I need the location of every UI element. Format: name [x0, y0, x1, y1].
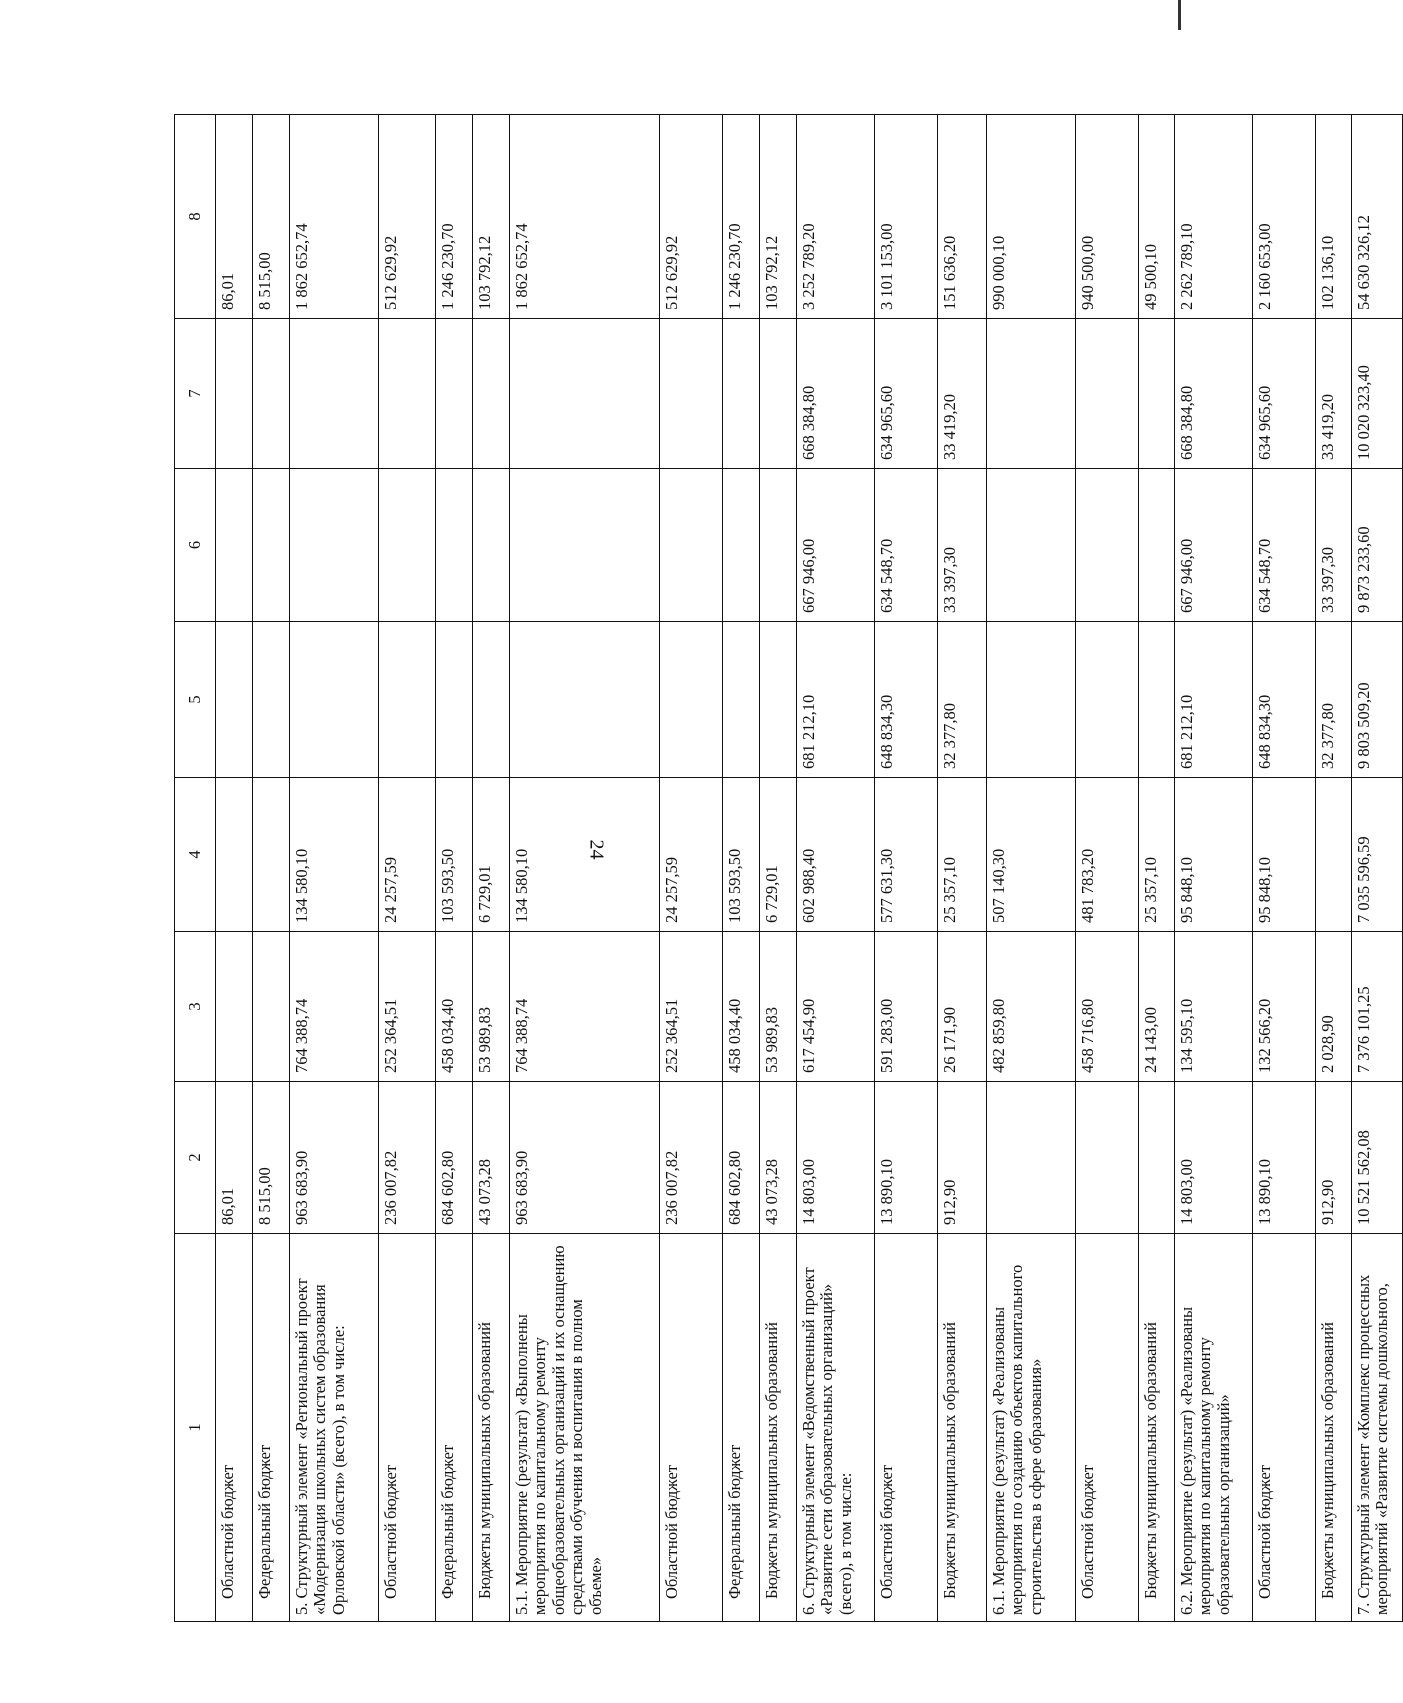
- cell-col5: 648 834,30: [875, 622, 938, 778]
- cell-col6: [216, 469, 253, 622]
- cell-col8: 3 101 153,00: [875, 115, 938, 319]
- cell-col5: [216, 622, 253, 778]
- cell-col3: 134 595,10: [1175, 932, 1253, 1082]
- cell-col3: 617 454,90: [797, 932, 875, 1082]
- cell-col5: [253, 622, 290, 778]
- cell-col2: 43 073,28: [473, 1082, 510, 1234]
- cell-col5: [1139, 622, 1175, 778]
- cell-col2: 963 683,90: [290, 1082, 379, 1234]
- cell-col4: 103 593,50: [436, 778, 473, 932]
- header-row: [175, 115, 216, 1622]
- row-label: 7. Структурный элемент «Комплекс процессных мероприятий «Развитие системы дошкольного,: [1352, 1234, 1403, 1622]
- cell-col5: 32 377,80: [938, 622, 987, 778]
- cell-col8: 103 792,12: [760, 115, 797, 319]
- cell-col6: 33 397,30: [1316, 469, 1352, 622]
- cell-col8: 3 252 789,20: [797, 115, 875, 319]
- cell-col3: 2 028,90: [1316, 932, 1352, 1082]
- cell-col2: 912,90: [1316, 1082, 1352, 1234]
- cell-col7: [216, 319, 253, 469]
- cell-col7: [987, 319, 1076, 469]
- cell-col7: [253, 319, 290, 469]
- row-label: Федеральный бюджет: [436, 1234, 473, 1622]
- row-label: Областной бюджет: [216, 1234, 253, 1622]
- cell-col6: [1139, 469, 1175, 622]
- cell-col5: [290, 622, 379, 778]
- table-row: [473, 115, 510, 1622]
- row-label: Областной бюджет: [660, 1234, 723, 1622]
- page-number: 24: [585, 839, 608, 860]
- row-label: Бюджеты муниципальных образований: [938, 1234, 987, 1622]
- cell-col4: 25 357,10: [938, 778, 987, 932]
- cell-col5: [379, 622, 436, 778]
- table-row: [290, 115, 379, 1622]
- cell-col6: [510, 469, 660, 622]
- cell-col6: 634 548,70: [875, 469, 938, 622]
- cell-col7: [1076, 319, 1139, 469]
- cell-col4: 134 580,10: [510, 778, 660, 932]
- cell-col8: 1 862 652,74: [510, 115, 660, 319]
- cell-col5: [760, 622, 797, 778]
- cell-col3: [253, 932, 290, 1082]
- cell-col4: 6 729,01: [473, 778, 510, 932]
- cell-col7: 634 965,60: [875, 319, 938, 469]
- cell-col8: 54 630 326,12: [1352, 115, 1403, 319]
- rotated-table-container: [174, 115, 1392, 1622]
- column-header-6: 6: [175, 469, 216, 622]
- column-header-8: 8: [175, 115, 216, 319]
- cell-col6: [660, 469, 723, 622]
- cell-col2: 14 803,00: [1175, 1082, 1253, 1234]
- row-label: Федеральный бюджет: [723, 1234, 760, 1622]
- cell-col5: [436, 622, 473, 778]
- cell-col6: [436, 469, 473, 622]
- table-row: [510, 115, 660, 1622]
- cell-col4: 6 729,01: [760, 778, 797, 932]
- cell-col4: 95 848,10: [1175, 778, 1253, 932]
- cell-col6: [253, 469, 290, 622]
- cell-col2: 13 890,10: [875, 1082, 938, 1234]
- cell-col8: 8 515,00: [253, 115, 290, 319]
- column-header-2: 2: [175, 1082, 216, 1234]
- cell-col3: 7 376 101,25: [1352, 932, 1403, 1082]
- cell-col7: [473, 319, 510, 469]
- cell-col8: 940 500,00: [1076, 115, 1139, 319]
- cell-col7: 668 384,80: [1175, 319, 1253, 469]
- cell-col2: 13 890,10: [1253, 1082, 1316, 1234]
- cell-col7: [723, 319, 760, 469]
- cell-col3: 24 143,00: [1139, 932, 1175, 1082]
- cell-col4: 103 593,50: [723, 778, 760, 932]
- cell-col5: 32 377,80: [1316, 622, 1352, 778]
- cell-col8: 103 792,12: [473, 115, 510, 319]
- row-label: 6.2. Мероприятие (результат) «Реализованы мероприятия по капитальному ремонту образовательных организаций»: [1175, 1234, 1253, 1622]
- cell-col3: 252 364,51: [379, 932, 436, 1082]
- cell-col6: 33 397,30: [938, 469, 987, 622]
- cell-col7: [290, 319, 379, 469]
- cell-col8: 49 500,10: [1139, 115, 1175, 319]
- cell-col4: 25 357,10: [1139, 778, 1175, 932]
- cell-col4: 134 580,10: [290, 778, 379, 932]
- cell-col4: 577 631,30: [875, 778, 938, 932]
- cell-col2: 684 602,80: [436, 1082, 473, 1234]
- cell-col8: 2 160 653,00: [1253, 115, 1316, 319]
- cell-col8: 86,01: [216, 115, 253, 319]
- cell-col2: 43 073,28: [760, 1082, 797, 1234]
- cell-col7: [1139, 319, 1175, 469]
- cell-col2: [1076, 1082, 1139, 1234]
- cell-col4: [216, 778, 253, 932]
- cell-col5: [987, 622, 1076, 778]
- row-label: Федеральный бюджет: [253, 1234, 290, 1622]
- cell-col8: 1 246 230,70: [436, 115, 473, 319]
- cell-col2: 236 007,82: [660, 1082, 723, 1234]
- cell-col3: [216, 932, 253, 1082]
- cell-col5: 681 212,10: [797, 622, 875, 778]
- row-label: Областной бюджет: [875, 1234, 938, 1622]
- cell-col5: 681 212,10: [1175, 622, 1253, 778]
- budget-table: [174, 114, 1403, 1622]
- column-header-4: 4: [175, 778, 216, 932]
- cell-col3: 591 283,00: [875, 932, 938, 1082]
- row-label: 6.1. Мероприятие (результат) «Реализованы мероприятия по созданию объектов капитального строительства в сфере образования»: [987, 1234, 1076, 1622]
- cell-col6: [760, 469, 797, 622]
- row-label: 6. Структурный элемент «Ведомственный проект «Развитие сети образовательных организаций» (всего), в том числе:: [797, 1234, 875, 1622]
- table-row: [1352, 115, 1403, 1622]
- cell-col2: [1139, 1082, 1175, 1234]
- table-row: [1076, 115, 1139, 1622]
- cell-col5: [1076, 622, 1139, 778]
- column-header-3: 3: [175, 932, 216, 1082]
- table-row: [723, 115, 760, 1622]
- row-label: Бюджеты муниципальных образований: [1316, 1234, 1352, 1622]
- row-label: Областной бюджет: [379, 1234, 436, 1622]
- cell-col3: 26 171,90: [938, 932, 987, 1082]
- row-label: 5.1. Мероприятие (результат) «Выполнены мероприятия по капитальному ремонту общеобразовательных организаций и их оснащению средствами обучения и воспитания в полном объеме»: [510, 1234, 660, 1622]
- cell-col3: 53 989,83: [760, 932, 797, 1082]
- cell-col6: [290, 469, 379, 622]
- cell-col5: [660, 622, 723, 778]
- cell-col8: 990 000,10: [987, 115, 1076, 319]
- cell-col3: 458 716,80: [1076, 932, 1139, 1082]
- row-label: Бюджеты муниципальных образований: [760, 1234, 797, 1622]
- cell-col2: 86,01: [216, 1082, 253, 1234]
- cell-col6: [1076, 469, 1139, 622]
- cell-col6: 667 946,00: [1175, 469, 1253, 622]
- table-row: [1316, 115, 1352, 1622]
- cell-col6: [379, 469, 436, 622]
- cell-col4: 7 035 596,59: [1352, 778, 1403, 932]
- cell-col7: [760, 319, 797, 469]
- cell-col7: [510, 319, 660, 469]
- cell-col3: 53 989,83: [473, 932, 510, 1082]
- row-label: Бюджеты муниципальных образований: [1139, 1234, 1175, 1622]
- cell-col5: [473, 622, 510, 778]
- table-row: [1175, 115, 1253, 1622]
- cell-col7: 33 419,20: [1316, 319, 1352, 469]
- row-label: Бюджеты муниципальных образований: [473, 1234, 510, 1622]
- cell-col8: 151 636,20: [938, 115, 987, 319]
- table-row: [760, 115, 797, 1622]
- cell-col2: 963 683,90: [510, 1082, 660, 1234]
- cell-col2: 14 803,00: [797, 1082, 875, 1234]
- table-row: [938, 115, 987, 1622]
- column-header-1: 1: [175, 1234, 216, 1622]
- cell-col5: [723, 622, 760, 778]
- cell-col6: [987, 469, 1076, 622]
- row-label: Областной бюджет: [1076, 1234, 1139, 1622]
- cell-col7: [436, 319, 473, 469]
- table-row: [379, 115, 436, 1622]
- page-edge-mark: [1178, 0, 1181, 30]
- cell-col3: 458 034,40: [436, 932, 473, 1082]
- cell-col8: 1 862 652,74: [290, 115, 379, 319]
- table-row: [253, 115, 290, 1622]
- cell-col4: [1316, 778, 1352, 932]
- cell-col6: 634 548,70: [1253, 469, 1316, 622]
- cell-col8: 102 136,10: [1316, 115, 1352, 319]
- table-row: [436, 115, 473, 1622]
- cell-col6: [723, 469, 760, 622]
- cell-col7: 10 020 323,40: [1352, 319, 1403, 469]
- cell-col5: 648 834,30: [1253, 622, 1316, 778]
- cell-col2: [987, 1082, 1076, 1234]
- cell-col8: 2 262 789,10: [1175, 115, 1253, 319]
- table-row: [1253, 115, 1316, 1622]
- cell-col7: 634 965,60: [1253, 319, 1316, 469]
- cell-col8: 512 629,92: [379, 115, 436, 319]
- cell-col4: 24 257,59: [379, 778, 436, 932]
- cell-col4: [253, 778, 290, 932]
- cell-col2: 912,90: [938, 1082, 987, 1234]
- cell-col3: 764 388,74: [510, 932, 660, 1082]
- cell-col4: 24 257,59: [660, 778, 723, 932]
- table-row: [797, 115, 875, 1622]
- cell-col6: 667 946,00: [797, 469, 875, 622]
- cell-col7: 33 419,20: [938, 319, 987, 469]
- cell-col3: 482 859,80: [987, 932, 1076, 1082]
- table-row: [660, 115, 723, 1622]
- table-row: [875, 115, 938, 1622]
- column-header-7: 7: [175, 319, 216, 469]
- cell-col3: 458 034,40: [723, 932, 760, 1082]
- cell-col5: [510, 622, 660, 778]
- row-label: 5. Структурный элемент «Региональный проект «Модернизация школьных систем образования Орловской области» (всего), в том числе:: [290, 1234, 379, 1622]
- table-row: [1139, 115, 1175, 1622]
- cell-col5: 9 803 509,20: [1352, 622, 1403, 778]
- table-row: [216, 115, 253, 1622]
- cell-col7: [379, 319, 436, 469]
- row-label: Областной бюджет: [1253, 1234, 1316, 1622]
- cell-col7: 668 384,80: [797, 319, 875, 469]
- cell-col8: 512 629,92: [660, 115, 723, 319]
- cell-col4: 95 848,10: [1253, 778, 1316, 932]
- cell-col3: 252 364,51: [660, 932, 723, 1082]
- cell-col3: 764 388,74: [290, 932, 379, 1082]
- cell-col2: 8 515,00: [253, 1082, 290, 1234]
- cell-col6: 9 873 233,60: [1352, 469, 1403, 622]
- table-row: [987, 115, 1076, 1622]
- cell-col2: 10 521 562,08: [1352, 1082, 1403, 1234]
- cell-col4: 507 140,30: [987, 778, 1076, 932]
- cell-col4: 481 783,20: [1076, 778, 1139, 932]
- cell-col4: 602 988,40: [797, 778, 875, 932]
- cell-col2: 684 602,80: [723, 1082, 760, 1234]
- cell-col8: 1 246 230,70: [723, 115, 760, 319]
- cell-col2: 236 007,82: [379, 1082, 436, 1234]
- column-header-5: 5: [175, 622, 216, 778]
- cell-col7: [660, 319, 723, 469]
- cell-col6: [473, 469, 510, 622]
- cell-col3: 132 566,20: [1253, 932, 1316, 1082]
